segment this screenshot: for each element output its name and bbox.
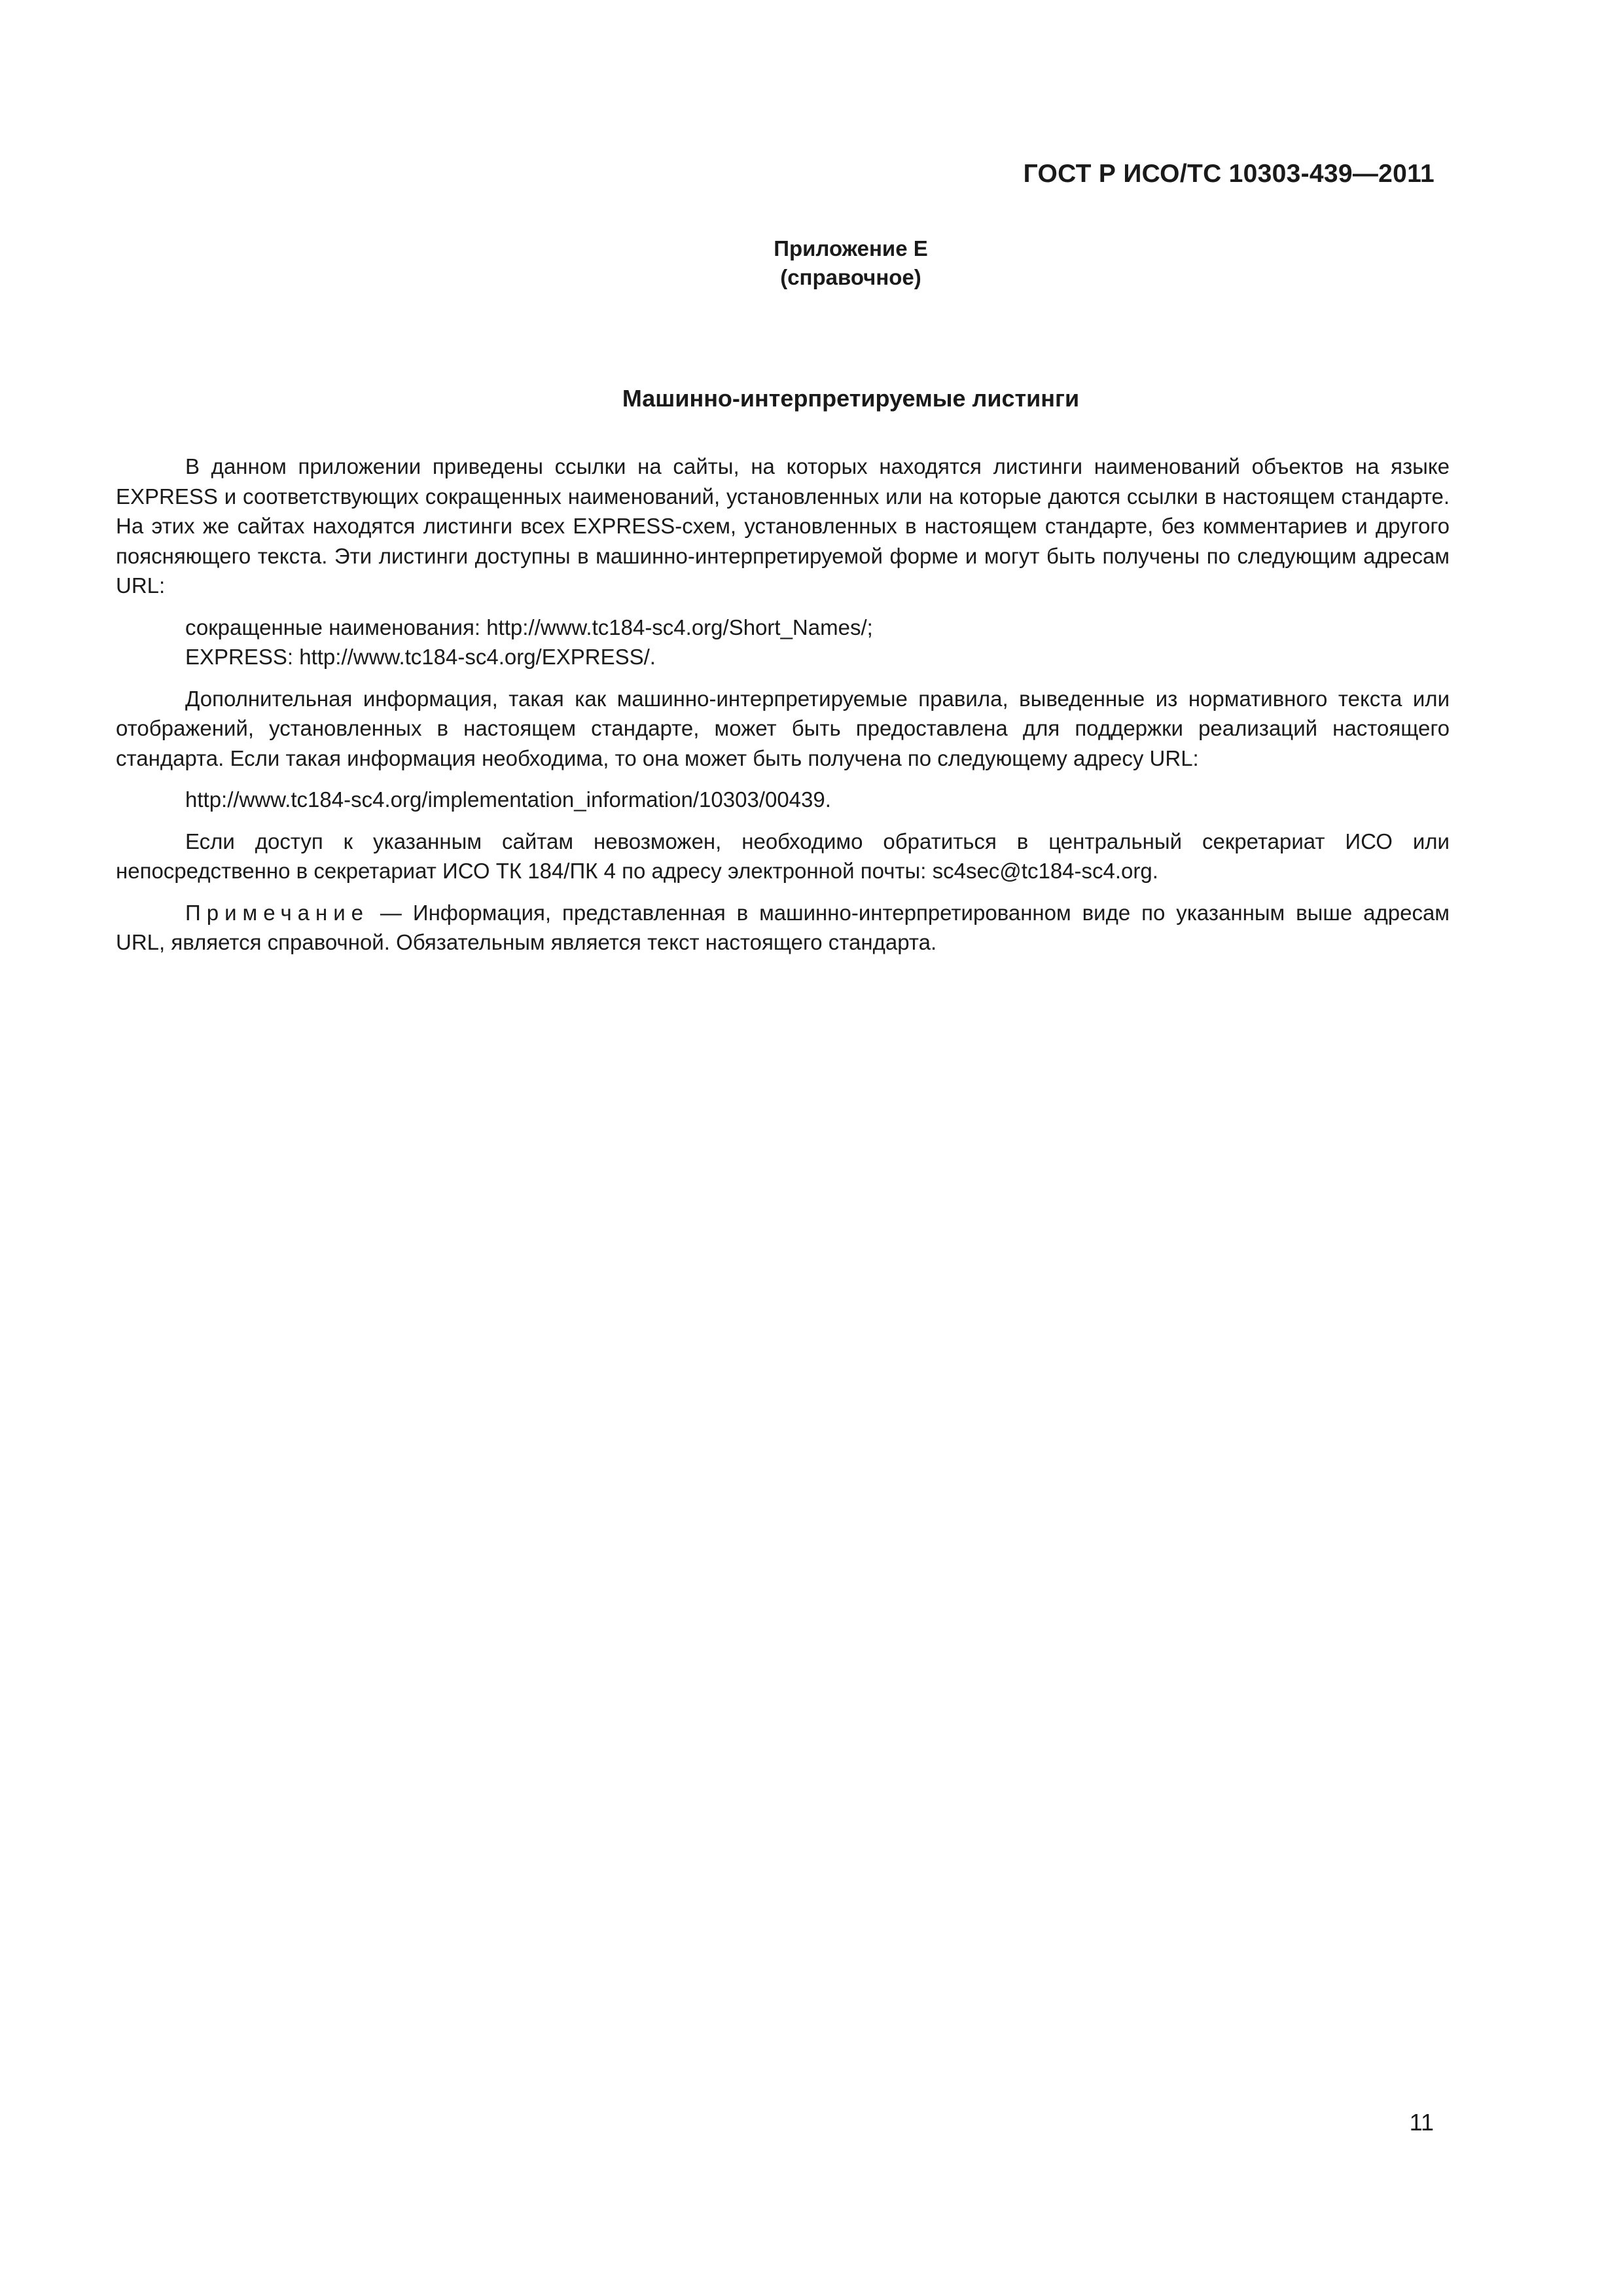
url-implementation: http://www.tc184-sc4.org/implementation_information/10303/00439.: [185, 787, 831, 812]
url-express: EXPRESS: http://www.tc184-sc4.org/EXPRESS/.: [185, 645, 656, 669]
paragraph-intro: В данном приложении приведены ссылки на сайты, на которых находятся листинги наименований объектов на языке EXPRESS и соответствующих сокращенных наименований, установленных или на которые даются ссылки в настоящем стандарте. На этих же сайтах находятся листинги всех EXPRESS-схем, установленных в настоящем стандарте, без комментариев и другого поясняющего текста. Эти листинги доступны в машинно-интерпретируемой форме и могут быть получены по следующим адресам URL:: [116, 454, 1450, 598]
page-number: 11: [1409, 2109, 1434, 2136]
appendix-type: (справочное): [780, 265, 921, 289]
section-title-wrapper: [0, 385, 1623, 412]
paragraph-additional-info: Дополнительная информация, такая как машинно-интерпретируемые правила, выведенные из нормативного текста или отображений, установленных в настоящем стандарте, может быть предоставлена для поддержки реализаций настоящего стандарта. Если такая информация необходима, то она может быть получена по следующему адресу URL:: [116, 686, 1450, 770]
note-text: — Информация, представленная в машинно-интерпретированном виде по указанным выше адресам URL, является справочной. Обязательным является текст настоящего стандарта.: [116, 900, 1450, 954]
document-body: [116, 452, 1450, 969]
note-label: Примечание: [185, 900, 370, 925]
appendix-heading: [0, 234, 1623, 292]
appendix-title: Приложение Е: [774, 236, 928, 260]
paragraph-contact: Если доступ к указанным сайтам невозможен, необходимо обратиться в центральный секретариат ИСО или непосредственно в секретариат ИСО ТК 184/ПК 4 по адресу электронной почты: sc4sec@tc184-sc4.org.: [116, 829, 1450, 883]
document-code: ГОСТ Р ИСО/ТС 10303-439—2011: [1023, 160, 1435, 188]
section-title: Машинно-интерпретируемые листинги: [622, 385, 1080, 412]
url-short-names: сокращенные наименования: http://www.tc184-sc4.org/Short_Names/;: [185, 615, 873, 639]
url-list: [116, 613, 1450, 672]
note: [116, 898, 1450, 958]
